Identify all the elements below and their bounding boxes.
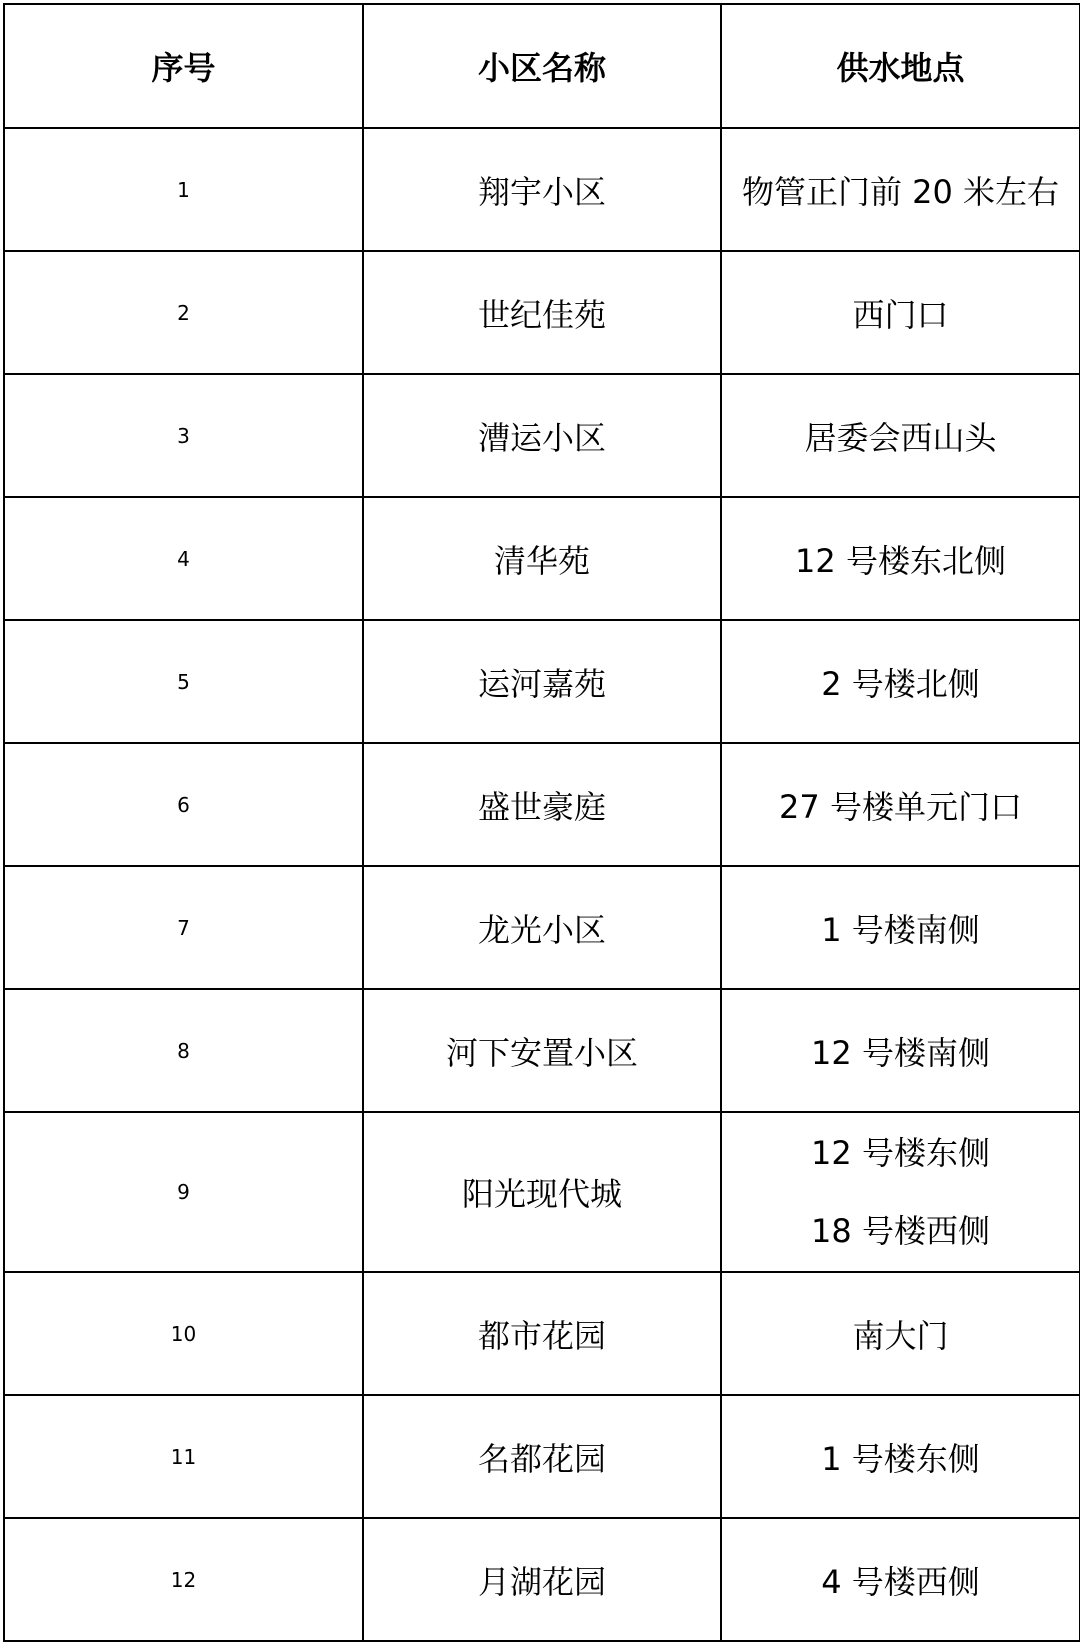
table-row: [4, 251, 1080, 374]
table-row: [4, 497, 1080, 620]
table-row: [4, 128, 1080, 251]
header-supply-location: 供水地点: [721, 4, 1080, 128]
supply-location-cell: [721, 1112, 1080, 1272]
community-name-cell: 都市花园: [363, 1272, 721, 1395]
table-row: [4, 1518, 1080, 1641]
community-name-cell: 龙光小区: [363, 866, 721, 989]
water-supply-table: [3, 3, 1080, 1642]
serial-number-cell: 3: [4, 374, 363, 497]
table-row: [4, 1112, 1080, 1272]
community-name-cell: 漕运小区: [363, 374, 721, 497]
community-name-cell: 翔宇小区: [363, 128, 721, 251]
serial-number-cell: 8: [4, 989, 363, 1112]
supply-location-cell: 1 号楼南侧: [721, 866, 1080, 989]
table-row: [4, 743, 1080, 866]
table-row: [4, 1272, 1080, 1395]
table-row: [4, 1395, 1080, 1518]
community-name-cell: 阳光现代城: [363, 1112, 721, 1272]
community-name-cell: 清华苑: [363, 497, 721, 620]
community-name-cell: 世纪佳苑: [363, 251, 721, 374]
header-community-name: 小区名称: [363, 4, 721, 128]
community-name-cell: 河下安置小区: [363, 989, 721, 1112]
serial-number-cell: 12: [4, 1518, 363, 1641]
serial-number-cell: 1: [4, 128, 363, 251]
supply-location-cell: 27 号楼单元门口: [721, 743, 1080, 866]
table-row: [4, 866, 1080, 989]
serial-number-cell: 4: [4, 497, 363, 620]
supply-location-cell: 1 号楼东侧: [721, 1395, 1080, 1518]
supply-location-cell: 12 号楼东北侧: [721, 497, 1080, 620]
community-name-cell: 名都花园: [363, 1395, 721, 1518]
supply-location-cell: 4 号楼西侧: [721, 1518, 1080, 1641]
supply-location-line: 12 号楼东侧: [811, 1134, 990, 1172]
table-row: [4, 620, 1080, 743]
serial-number-cell: 2: [4, 251, 363, 374]
serial-number-cell: 9: [4, 1112, 363, 1272]
supply-location-cell: 12 号楼南侧: [721, 989, 1080, 1112]
serial-number-cell: 11: [4, 1395, 363, 1518]
serial-number-cell: 7: [4, 866, 363, 989]
header-serial-number: 序号: [4, 4, 363, 128]
supply-location-cell: 2 号楼北侧: [721, 620, 1080, 743]
serial-number-cell: 10: [4, 1272, 363, 1395]
supply-location-cell: 西门口: [721, 251, 1080, 374]
table-row: [4, 374, 1080, 497]
supply-location-cell: 南大门: [721, 1272, 1080, 1395]
table-row: [4, 989, 1080, 1112]
supply-location-cell: 物管正门前 20 米左右: [721, 128, 1080, 251]
community-name-cell: 月湖花园: [363, 1518, 721, 1641]
supply-location-line: 18 号楼西侧: [811, 1212, 990, 1250]
community-name-cell: 运河嘉苑: [363, 620, 721, 743]
community-name-cell: 盛世豪庭: [363, 743, 721, 866]
serial-number-cell: 6: [4, 743, 363, 866]
header-row: [4, 4, 1080, 128]
serial-number-cell: 5: [4, 620, 363, 743]
supply-location-cell: 居委会西山头: [721, 374, 1080, 497]
